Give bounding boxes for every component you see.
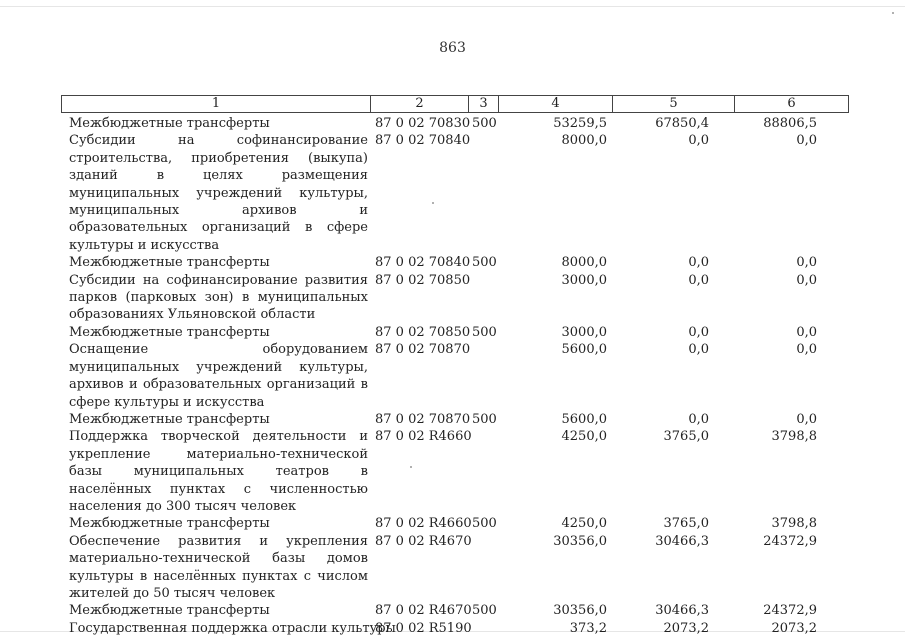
row-name: Межбюджетные трансферты bbox=[69, 516, 270, 532]
row-code: 87 0 02 70870 bbox=[375, 411, 471, 427]
row-value-col5: 0,0 bbox=[688, 255, 709, 271]
row-value-col5: 30466,3 bbox=[655, 533, 709, 549]
header-col-4: 4 bbox=[498, 96, 612, 112]
header-col-3: 3 bbox=[468, 96, 498, 112]
row-name: Субсидии на софинансирование развития парков (парковых зон) в муниципальных образованиях Ульяновской области bbox=[69, 272, 368, 323]
row-code: 87 0 02 70830 bbox=[375, 116, 471, 131]
row-name: Межбюджетные трансферты bbox=[69, 603, 270, 619]
row-name: Межбюджетные трансферты bbox=[69, 116, 270, 131]
row-value-col6: 0,0 bbox=[796, 342, 817, 358]
table-row bbox=[61, 254, 849, 271]
row-code: 87 0 02 70840 bbox=[375, 255, 471, 271]
row-value-col4: 8000,0 bbox=[561, 255, 607, 271]
row-vr: 500 bbox=[472, 255, 497, 271]
row-value-col4: 3000,0 bbox=[561, 324, 607, 340]
table-body bbox=[61, 115, 849, 637]
row-code: 87 0 02 R4670 bbox=[375, 603, 472, 619]
row-value-col4: 3000,0 bbox=[561, 272, 607, 288]
row-value-col4: 4250,0 bbox=[561, 516, 607, 532]
table-row bbox=[61, 324, 849, 341]
row-value-col6: 0,0 bbox=[796, 324, 817, 340]
header-col-1: 1 bbox=[211, 96, 221, 111]
table-row bbox=[61, 428, 849, 515]
scan-speck bbox=[432, 202, 434, 204]
row-value-col6: 2073,2 bbox=[771, 620, 817, 636]
row-value-col6: 0,0 bbox=[796, 133, 817, 149]
row-vr: 500 bbox=[472, 411, 497, 427]
row-value-col4: 373,2 bbox=[569, 620, 607, 636]
row-value-col5: 0,0 bbox=[688, 133, 709, 149]
row-value-col4: 30356,0 bbox=[553, 533, 607, 549]
table-row bbox=[61, 132, 849, 254]
row-code: 87 0 02 70850 bbox=[375, 272, 471, 288]
row-value-col6: 3798,8 bbox=[771, 429, 817, 445]
row-name: Субсидии на софинансирование строительства, приобретения (выкупа) зданий в целях размещения муниципальных учреждений культуры, муниципальных архивов и образовательных организаций в сфере культуры и искусства bbox=[69, 133, 368, 253]
table-row bbox=[61, 515, 849, 532]
scan-edge-top bbox=[0, 6, 905, 7]
table-row bbox=[61, 411, 849, 428]
header-col-6: 6 bbox=[734, 96, 848, 112]
row-vr: 500 bbox=[472, 516, 497, 532]
row-value-col4: 8000,0 bbox=[561, 133, 607, 149]
row-vr: 500 bbox=[472, 603, 497, 619]
row-code: 87 0 02 70870 bbox=[375, 342, 471, 358]
row-name: Поддержка творческой деятельности и укрепление материально-технической базы муниципальных театров в населённых пунктах с численностью населения до 300 тысяч человек bbox=[69, 429, 368, 514]
table-row bbox=[61, 341, 849, 411]
row-value-col5: 67850,4 bbox=[655, 116, 709, 131]
row-value-col4: 5600,0 bbox=[561, 342, 607, 358]
page-number: 863 bbox=[439, 40, 466, 56]
row-name: Государственная поддержка отрасли культуры bbox=[69, 620, 396, 636]
header-col-5: 5 bbox=[612, 96, 734, 112]
row-value-col5: 3765,0 bbox=[663, 516, 709, 532]
row-value-col5: 30466,3 bbox=[655, 603, 709, 619]
row-vr: 500 bbox=[472, 116, 497, 131]
row-value-col6: 24372,9 bbox=[763, 603, 817, 619]
row-value-col5: 0,0 bbox=[688, 324, 709, 340]
row-value-col6: 0,0 bbox=[796, 411, 817, 427]
table-row bbox=[61, 272, 849, 324]
row-code: 87 0 02 70840 bbox=[375, 133, 471, 149]
row-vr: 500 bbox=[472, 324, 497, 340]
row-value-col4: 53259,5 bbox=[553, 116, 607, 131]
scan-speck bbox=[892, 12, 894, 14]
row-code: 87 0 02 70850 bbox=[375, 324, 471, 340]
row-value-col5: 0,0 bbox=[688, 342, 709, 358]
header-col-2: 2 bbox=[370, 96, 468, 112]
table-row bbox=[61, 115, 849, 132]
row-code: 87 0 02 R5190 bbox=[375, 620, 472, 636]
table-row bbox=[61, 533, 849, 603]
row-value-col4: 5600,0 bbox=[561, 411, 607, 427]
row-code: 87 0 02 R4660 bbox=[375, 516, 472, 532]
row-value-col6: 0,0 bbox=[796, 272, 817, 288]
row-value-col5: 3765,0 bbox=[663, 429, 709, 445]
row-value-col6: 3798,8 bbox=[771, 516, 817, 532]
row-value-col4: 30356,0 bbox=[553, 603, 607, 619]
row-name: Межбюджетные трансферты bbox=[69, 255, 270, 271]
row-value-col5: 0,0 bbox=[688, 272, 709, 288]
row-value-col6: 88806,5 bbox=[763, 116, 817, 131]
row-value-col6: 24372,9 bbox=[763, 533, 817, 549]
row-value-col4: 4250,0 bbox=[561, 429, 607, 445]
row-value-col5: 0,0 bbox=[688, 411, 709, 427]
table-row bbox=[61, 620, 849, 637]
row-name: Обеспечение развития и укрепления материально-технической базы домов культуры в населённых пунктах с числом жителей до 50 тысяч человек bbox=[69, 533, 368, 601]
row-name: Межбюджетные трансферты bbox=[69, 324, 270, 340]
table-header bbox=[61, 95, 849, 113]
row-name: Межбюджетные трансферты bbox=[69, 411, 270, 427]
row-value-col6: 0,0 bbox=[796, 255, 817, 271]
table-row bbox=[61, 602, 849, 619]
row-value-col5: 2073,2 bbox=[663, 620, 709, 636]
row-code: 87 0 02 R4660 bbox=[375, 429, 472, 445]
row-code: 87 0 02 R4670 bbox=[375, 533, 472, 549]
row-name: Оснащение оборудованием муниципальных учреждений культуры, архивов и образовательных организаций в сфере культуры и искусства bbox=[69, 342, 368, 410]
scan-speck bbox=[410, 466, 412, 468]
